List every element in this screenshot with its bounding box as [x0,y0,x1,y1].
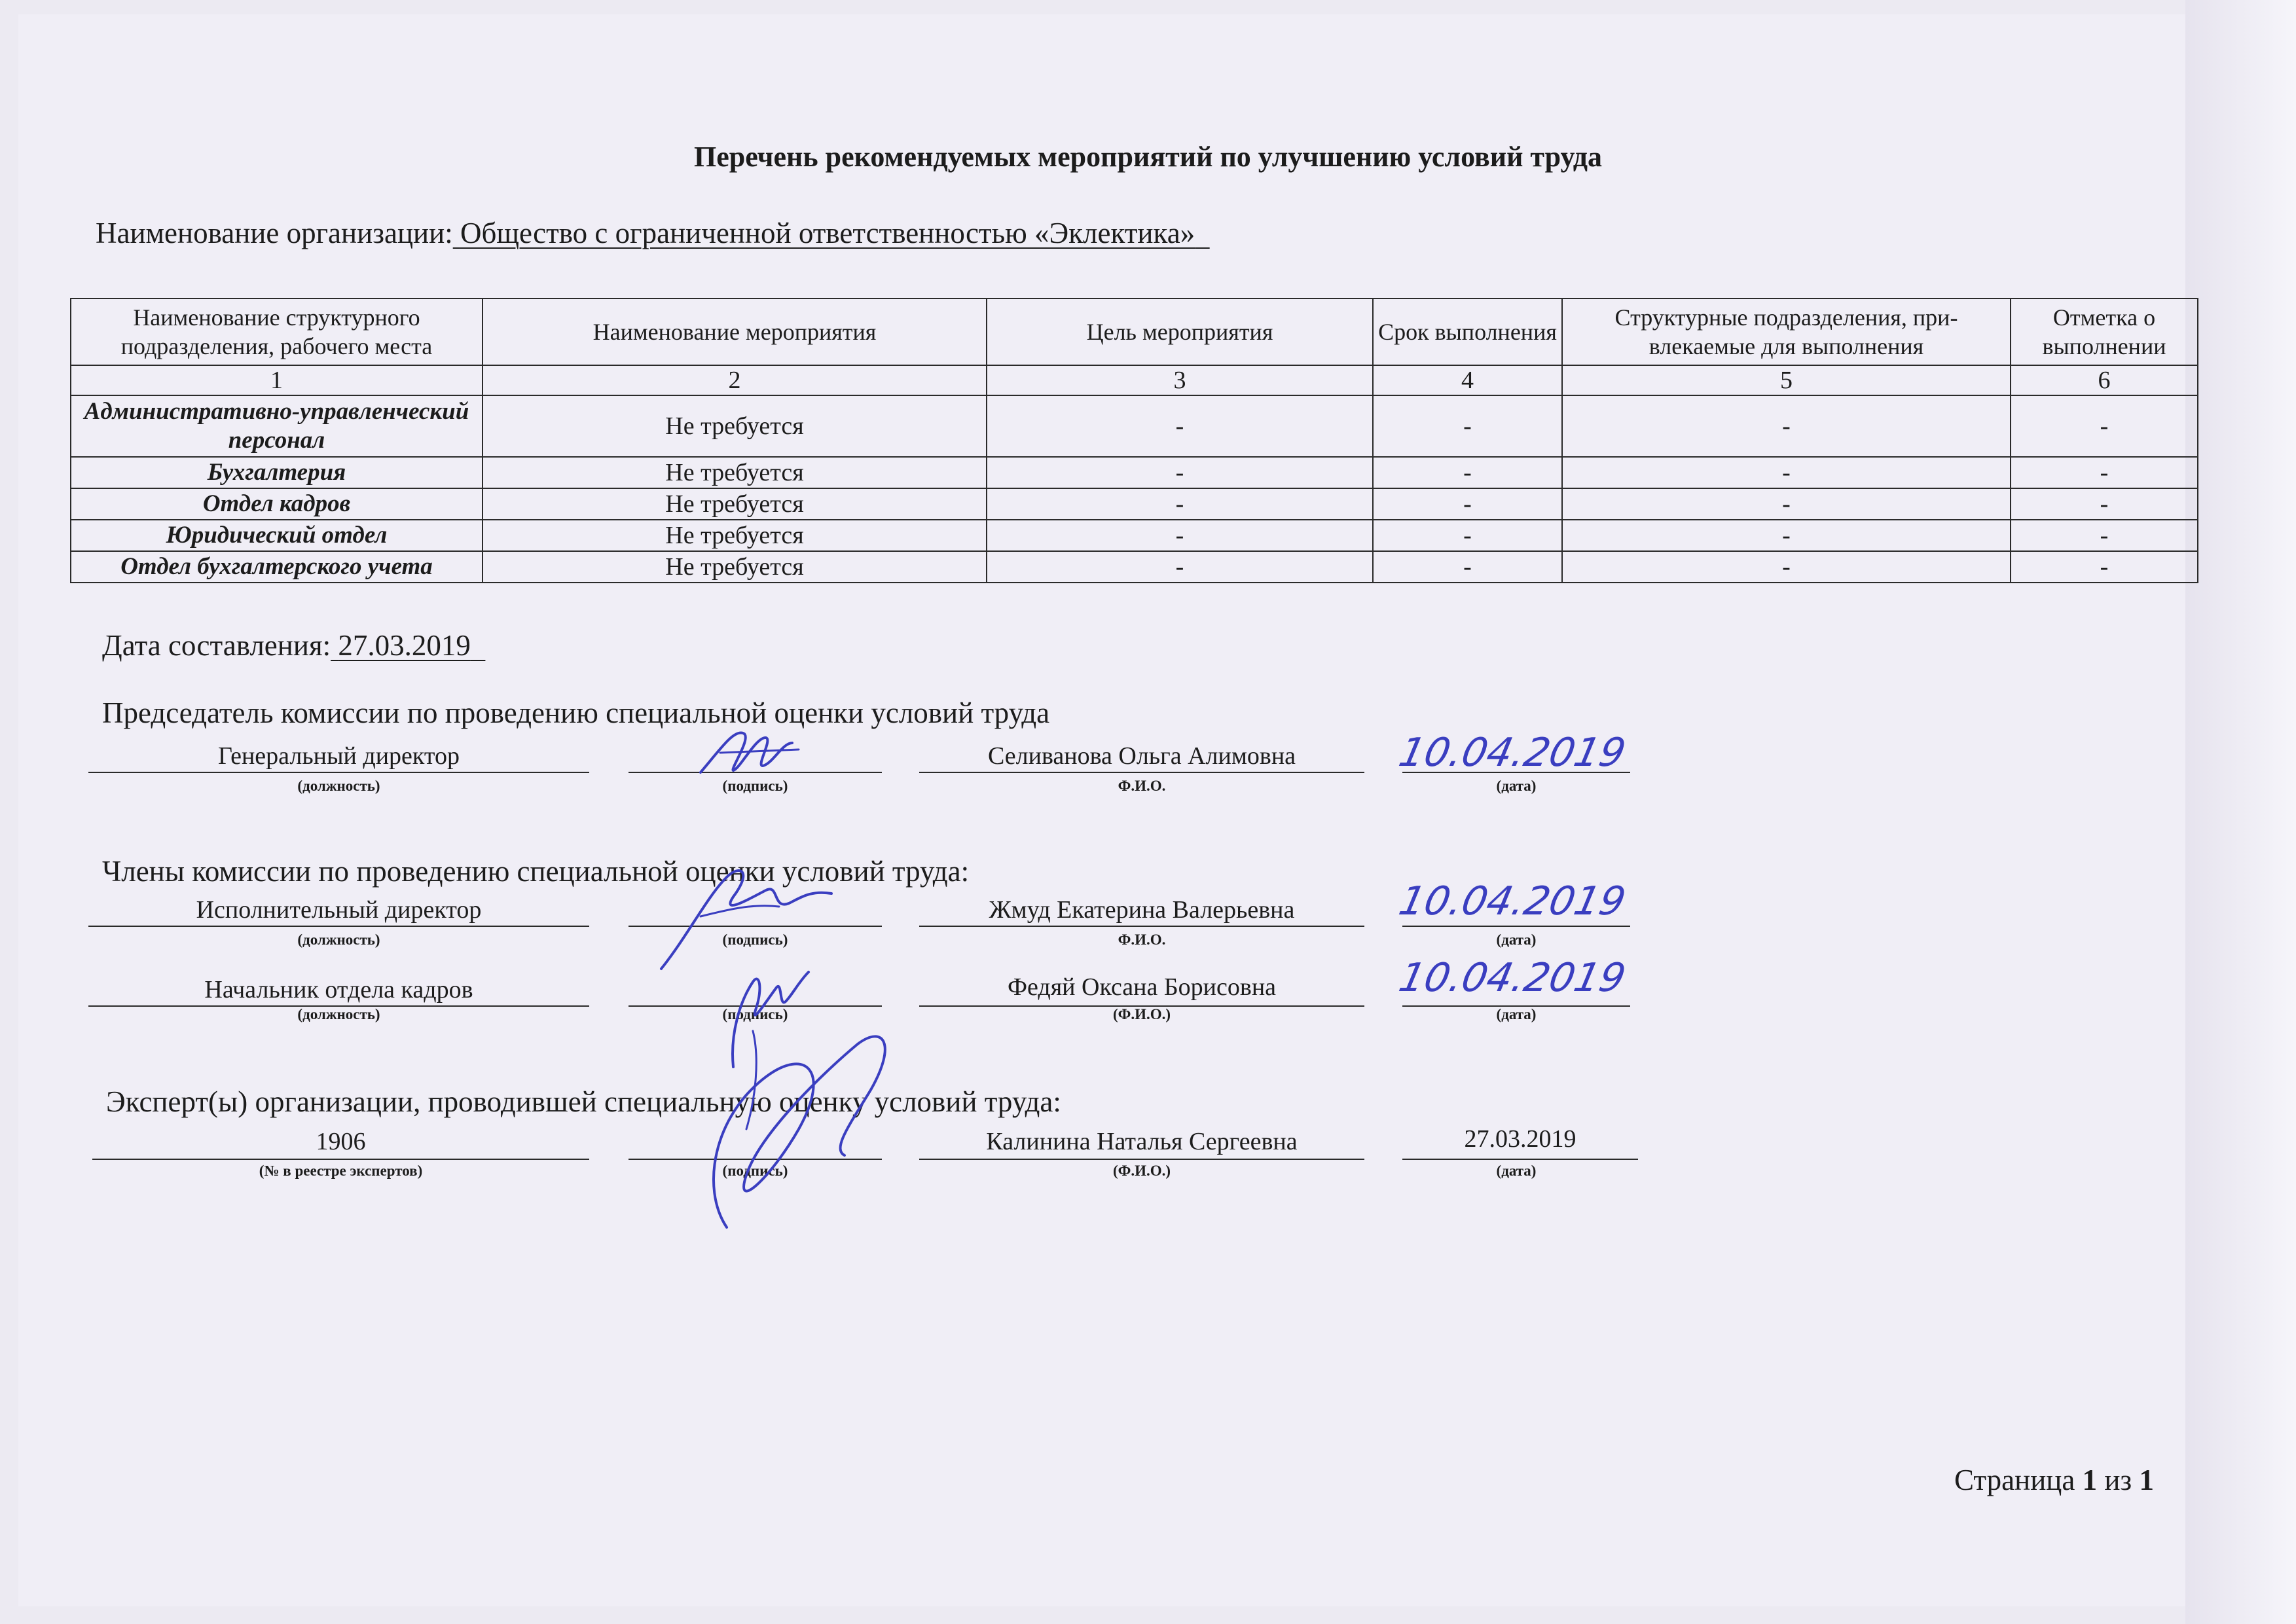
expert-heading: Эксперт(ы) организации, проводившей специальную оценку условий труда: [106,1085,1061,1118]
chairman-position-text: Генеральный директор [218,742,460,770]
chairman-position-caption: (должность) [297,778,380,794]
page-prefix: Страница [1954,1464,2075,1496]
goal-cell: - [987,488,1373,520]
chairman-handwritten-date [1394,730,1643,781]
expert-name-text: Калинина Наталья Сергеевна [986,1128,1298,1155]
chairman-signature-caption: (подпись) [722,778,788,794]
expert-signature [687,1018,923,1237]
mark-cell: - [2011,488,2198,520]
measure-cell: Не требуется [483,488,987,520]
member2-name-caption: (Ф.И.О.) [1112,1006,1171,1022]
member2-signature-caption: (подпись) [722,1006,788,1022]
units-cell: - [1562,520,2011,551]
member2-position-text: Начальник отдела кадров [204,976,473,1003]
expert-registry [92,1127,589,1156]
scan-edge [2185,0,2296,1624]
member1-signature-caption: (подпись) [722,931,788,948]
document-title: Перечень рекомендуемых мероприятий по улучшению условий труда [694,141,1602,173]
table-row [71,488,2198,520]
expert-registry-caption: (№ в реестре экспертов) [259,1163,423,1179]
table-row [71,520,2198,551]
member2-name [919,973,1364,1001]
measure-cell: Не требуется [483,551,987,583]
member2-position-caption: (должность) [297,1006,380,1022]
member1-name [919,895,1364,924]
chairman-signature [694,723,812,785]
organization-line [96,216,1210,250]
organization-name: Общество с ограниченной ответственностью «Эклектика» [460,217,1195,249]
dept-cell: Бухгалтерия [71,457,483,488]
units-cell: - [1562,488,2011,520]
header-mark: Отметка о выполнении [2011,298,2198,365]
dept-cell: Отдел кадров [71,488,483,520]
term-cell: - [1373,488,1562,520]
measure-cell: Не требуется [483,457,987,488]
mark-cell: - [2011,457,2198,488]
column-number: 5 [1562,365,2011,395]
column-number: 1 [71,365,483,395]
dept-cell: Юридический отдел [71,520,483,551]
expert-date [1402,1125,1638,1153]
member1-position-text: Исполнительный директор [196,896,482,924]
term-cell: - [1373,457,1562,488]
units-cell: - [1562,395,2011,457]
measure-cell: Не требуется [483,395,987,457]
page-current: 1 [2082,1464,2098,1496]
member1-handwritten-date [1394,878,1643,929]
page-total: 1 [2139,1464,2154,1496]
expert-date-caption: (дата) [1496,1163,1537,1179]
member2-date-caption: (дата) [1496,1006,1537,1022]
measures-table [70,298,2198,583]
table-header-row [71,298,2198,365]
page-number [1954,1463,2154,1497]
expert-registry-text: 1906 [316,1128,366,1155]
compiled-date-value: 27.03.2019 [338,629,471,662]
table-row [71,457,2198,488]
goal-cell: - [987,457,1373,488]
dept-cell: Административно-управленческий персонал [71,395,483,457]
term-cell: - [1373,551,1562,583]
chairman-name-text: Селиванова Ольга Алимовна [987,742,1296,770]
member1-name-caption: Ф.И.О. [1118,931,1166,948]
chairman-position [88,742,589,770]
compiled-date-line [102,628,485,662]
member2-position [88,975,589,1004]
header-units: Структурные подразделения, при-влекаемые для выполнения [1562,298,2011,365]
goal-cell: - [987,551,1373,583]
chairman-name-caption: Ф.И.О. [1118,778,1166,794]
column-number: 6 [2011,365,2198,395]
member1-signature [648,857,845,979]
member1-name-text: Жмуд Екатерина Валерьевна [989,896,1295,924]
header-measure: Наименование мероприятия [483,298,987,365]
document-sheet [18,14,2185,1606]
header-dept: Наименование структурного подразделения, рабочего места [71,298,483,365]
member1-position-caption: (должность) [297,931,380,948]
term-cell: - [1373,520,1562,551]
column-number: 2 [483,365,987,395]
expert-name [919,1127,1364,1156]
column-number-row [71,365,2198,395]
term-cell: - [1373,395,1562,457]
goal-cell: - [987,520,1373,551]
member2-name-text: Федяй Оксана Борисовна [1007,973,1277,1001]
table-row [71,395,2198,457]
expert-signature-caption: (подпись) [722,1163,788,1179]
page-separator: из [2104,1464,2132,1496]
handwritten-date-text: 10.04.2019 [1394,955,1630,1001]
members-heading: Члены комиссии по проведению специальной оценки условий труда: [102,855,970,888]
member1-date-caption: (дата) [1496,931,1537,948]
chairman-date-caption: (дата) [1496,778,1537,794]
mark-cell: - [2011,520,2198,551]
expert-name-caption: (Ф.И.О.) [1112,1163,1171,1179]
measure-cell: Не требуется [483,520,987,551]
chairman-heading: Председатель комиссии по проведению специальной оценки условий труда [102,696,1050,729]
column-number: 3 [987,365,1373,395]
handwritten-date-text: 10.04.2019 [1394,878,1630,924]
organization-label: Наименование организации: [96,217,453,249]
handwritten-date-text: 10.04.2019 [1394,730,1630,776]
goal-cell: - [987,395,1373,457]
expert-date-text: 27.03.2019 [1464,1125,1576,1153]
column-number: 4 [1373,365,1562,395]
header-goal: Цель мероприятия [987,298,1373,365]
member1-position [88,895,589,924]
mark-cell: - [2011,551,2198,583]
compiled-date-label: Дата составления: [102,629,331,662]
table-row [71,551,2198,583]
header-term: Срок выполнения [1373,298,1562,365]
member2-handwritten-date [1394,955,1643,1006]
dept-cell: Отдел бухгалтерского учета [71,551,483,583]
mark-cell: - [2011,395,2198,457]
units-cell: - [1562,551,2011,583]
units-cell: - [1562,457,2011,488]
chairman-name [919,742,1364,770]
